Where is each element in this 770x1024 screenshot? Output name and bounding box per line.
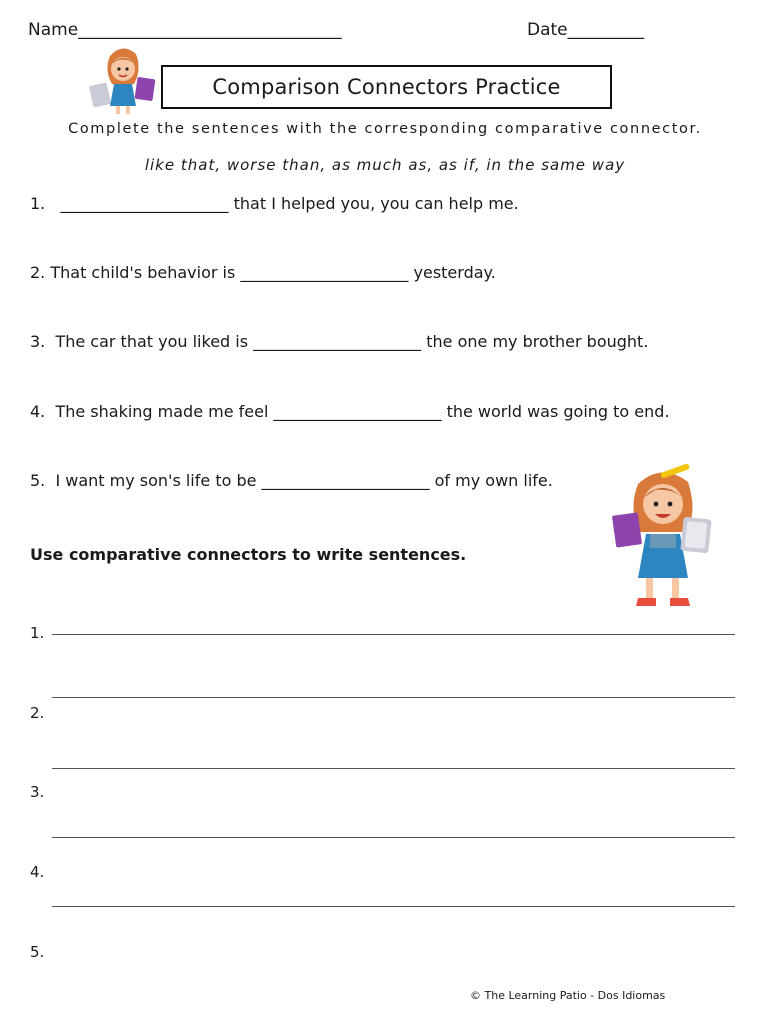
writing-line-1a (52, 634, 735, 635)
writing-line-2 (52, 768, 735, 769)
writing-line-4 (52, 906, 735, 907)
question-3: 3. The car that you liked is _____________________ the one my brother bought. (30, 332, 649, 351)
copyright-footer: © The Learning Patio - Dos Idiomas (470, 989, 666, 1002)
girl-with-books-icon (88, 44, 158, 116)
girl-with-tablet-icon (610, 462, 714, 612)
worksheet-title: Comparison Connectors Practice (212, 75, 561, 99)
writing-line-number-4: 4. (30, 863, 45, 881)
writing-line-number-3: 3. (30, 783, 45, 801)
date-field-label: Date_________ (527, 20, 645, 40)
writing-line-1b (52, 697, 735, 698)
question-1: 1. _____________________ that I helped you, you can help me. (30, 194, 519, 213)
writing-line-number-1: 1. (30, 624, 45, 642)
writing-line-3 (52, 837, 735, 838)
worksheet-title-box (161, 65, 612, 109)
writing-line-number-2: 2. (30, 704, 45, 722)
instructions: Complete the sentences with the corresponding comparative connector. (68, 121, 702, 137)
question-2: 2. That child's behavior is _____________________ yesterday. (30, 263, 496, 282)
question-4: 4. The shaking made me feel _____________________ the world was going to end. (30, 402, 670, 421)
writing-section-title: Use comparative connectors to write sentences. (30, 545, 467, 564)
word-bank: like that, worse than, as much as, as if, in the same way (144, 156, 626, 174)
question-5: 5. I want my son's life to be _____________________ of my own life. (30, 471, 553, 490)
name-field-label: Name_______________________________ (28, 20, 342, 40)
writing-line-number-5: 5. (30, 943, 45, 961)
